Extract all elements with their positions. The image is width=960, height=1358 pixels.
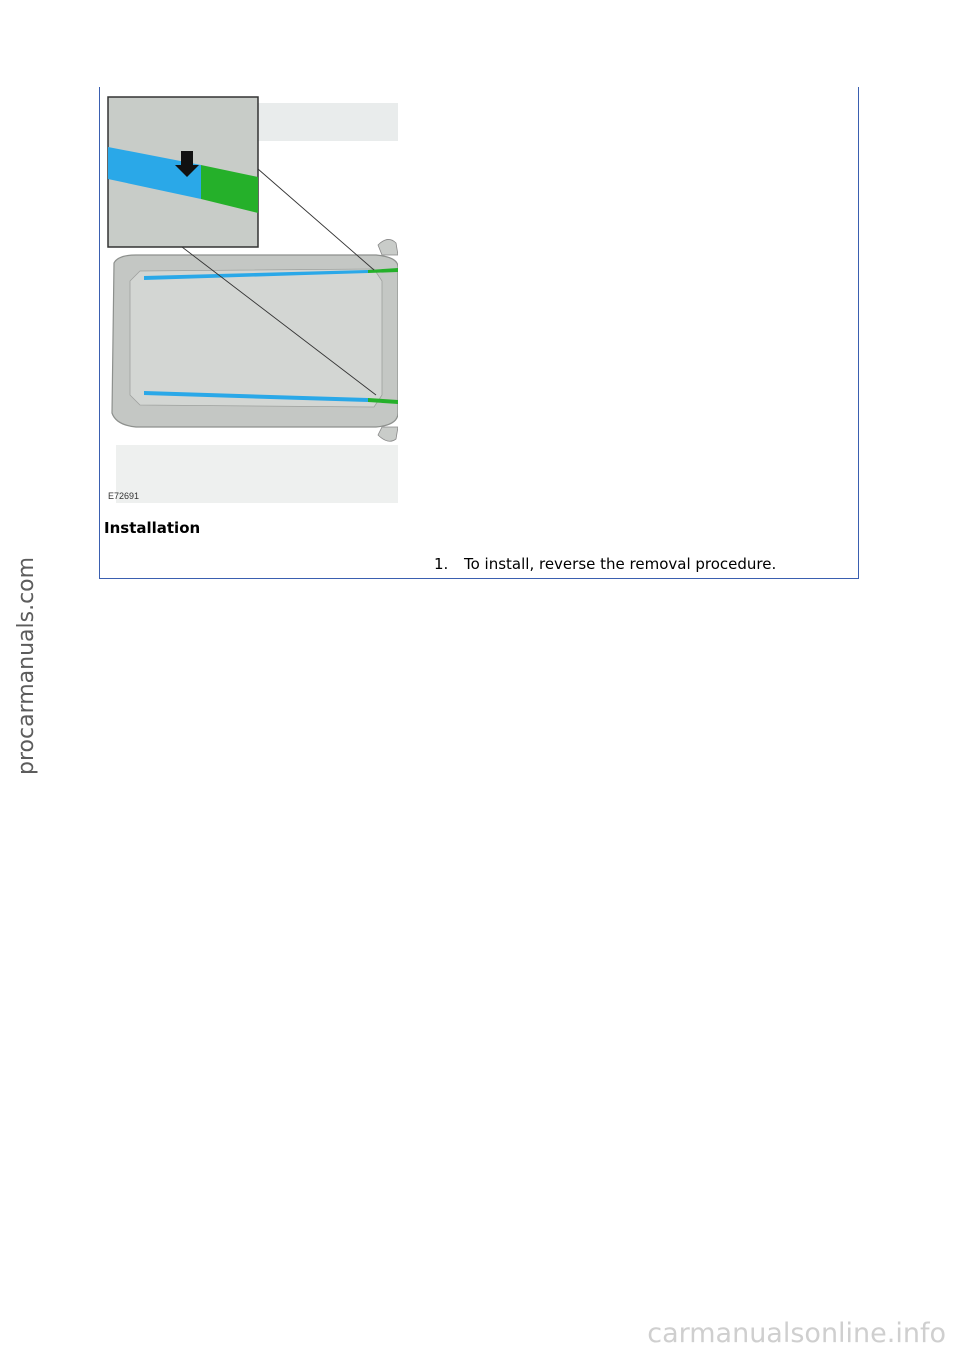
figure-id-label: E72691 — [108, 491, 140, 501]
vehicle-roof — [112, 239, 398, 441]
watermark-left: procarmanuals.com — [14, 556, 39, 775]
roof-rail-illustration — [106, 95, 398, 503]
watermark-bottom: carmanualsonline.info — [647, 1318, 946, 1349]
step-text: To install, reverse the removal procedure. — [464, 555, 777, 573]
section-heading-installation: Installation — [104, 519, 201, 537]
installation-step-1 — [434, 555, 776, 573]
detail-inset — [108, 97, 258, 247]
step-number: 1. — [434, 555, 449, 573]
